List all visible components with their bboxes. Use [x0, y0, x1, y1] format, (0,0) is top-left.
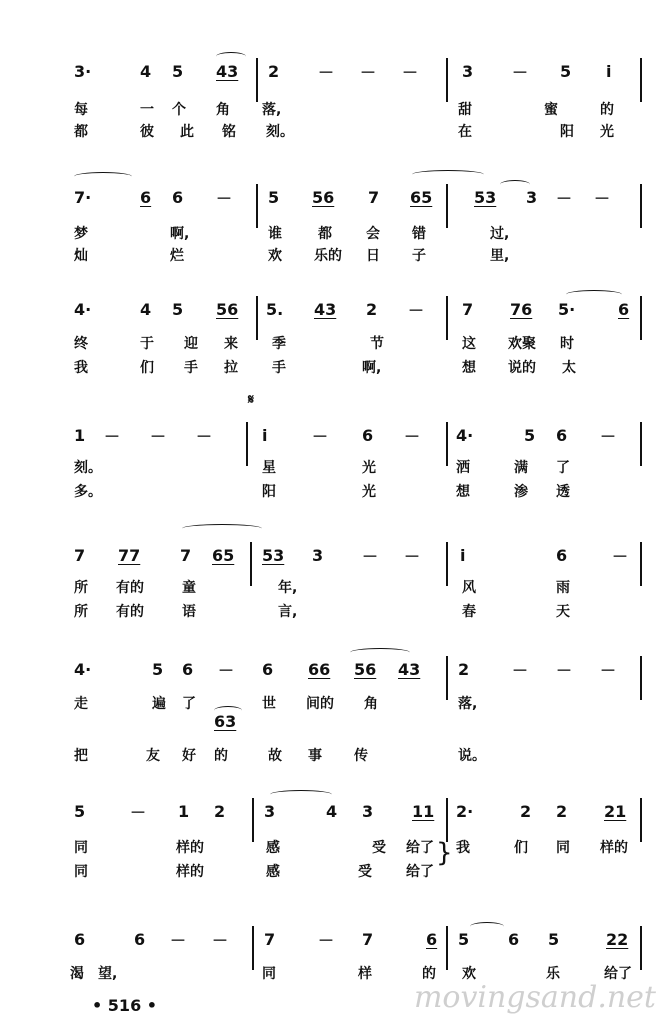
- note: 21: [604, 801, 627, 821]
- lyric: 在: [458, 124, 472, 140]
- note: 4·: [74, 299, 92, 319]
- note: 3: [362, 801, 374, 821]
- lyric: 此: [180, 124, 194, 140]
- lyrics-verse-2: [0, 858, 672, 884]
- lyric: 来: [224, 336, 238, 352]
- lyric: 的: [600, 102, 614, 118]
- lyric: 天: [556, 604, 570, 620]
- note: 7: [462, 299, 474, 319]
- note: 6: [74, 929, 86, 949]
- lyric: 铭: [222, 124, 236, 140]
- note: －: [104, 426, 121, 446]
- lyric: 春: [462, 604, 476, 620]
- note: 7: [180, 545, 192, 565]
- lyric: 节: [370, 336, 384, 352]
- lyric: 言,: [278, 604, 298, 620]
- lyric: 好: [182, 748, 196, 764]
- lyric: 受: [358, 864, 372, 880]
- lyric: 故: [268, 748, 282, 764]
- lyric: 我: [456, 840, 470, 856]
- note: 6: [618, 299, 630, 319]
- note: －: [318, 62, 335, 82]
- lyric: 每: [74, 102, 88, 118]
- note: －: [212, 930, 229, 950]
- lyric: 乐: [546, 966, 560, 982]
- lyric: 迎: [184, 336, 198, 352]
- lyric: 世: [262, 696, 276, 712]
- note: 6: [362, 425, 374, 445]
- note: 6: [134, 929, 146, 949]
- notes-row: [0, 656, 672, 682]
- note: 7: [362, 929, 374, 949]
- lyric: 太: [562, 360, 576, 376]
- lyric: 满: [514, 460, 528, 476]
- notes-row: [0, 926, 672, 952]
- lyric: 欢: [462, 966, 476, 982]
- lyrics-verse-1: [0, 574, 672, 600]
- lyrics-verse-1: [0, 454, 672, 480]
- lyric: 感: [266, 840, 280, 856]
- note: 6: [182, 659, 194, 679]
- lyric: 所: [74, 580, 88, 596]
- note: －: [600, 426, 617, 446]
- lyric: 光: [362, 460, 376, 476]
- segno-mark: 𝄋: [248, 392, 255, 408]
- note: －: [312, 426, 329, 446]
- note: i: [460, 545, 466, 565]
- note: 65: [212, 545, 235, 565]
- lyric: 雨: [556, 580, 570, 596]
- lyric: 走: [74, 696, 88, 712]
- note: －: [404, 546, 421, 566]
- note: 6: [140, 187, 152, 207]
- lyric: 给了: [604, 966, 632, 982]
- watermark: movingsand.net: [413, 980, 656, 1015]
- note: 22: [606, 929, 629, 949]
- lyric: 有的: [116, 604, 144, 620]
- note: 53: [262, 545, 285, 565]
- lyric: 落,: [458, 696, 478, 712]
- lyric: 望,: [98, 966, 118, 982]
- note: 2: [366, 299, 378, 319]
- lyric: 乐的: [314, 248, 342, 264]
- note: 77: [118, 545, 141, 565]
- note: 3·: [74, 61, 92, 81]
- lyric: 童: [182, 580, 196, 596]
- lyric: 手: [184, 360, 198, 376]
- slur-mark: [566, 290, 622, 299]
- lyric: 梦: [74, 226, 88, 242]
- lyric: 里,: [490, 248, 510, 264]
- note: 6: [556, 425, 568, 445]
- lyrics-verse-1: [0, 690, 672, 716]
- note: 3: [264, 801, 276, 821]
- lyric: 样的: [600, 840, 628, 856]
- note: －: [360, 62, 377, 82]
- note: 56: [354, 659, 377, 679]
- lyric: 们: [514, 840, 528, 856]
- lyric: 给了: [406, 840, 434, 856]
- lyric: 烂: [170, 248, 184, 264]
- lyric: 想: [456, 484, 470, 500]
- note: －: [600, 660, 617, 680]
- note: 6: [426, 929, 438, 949]
- note: 1: [178, 801, 190, 821]
- lyric: 有的: [116, 580, 144, 596]
- lyric: 说的: [508, 360, 536, 376]
- lyric: 想: [462, 360, 476, 376]
- lyric: 刻。: [74, 460, 102, 476]
- note: －: [512, 660, 529, 680]
- lyric: 了: [182, 696, 196, 712]
- lyric: 角: [216, 102, 230, 118]
- note: 76: [510, 299, 533, 319]
- lyric: 星: [262, 460, 276, 476]
- lyric: 过,: [490, 226, 510, 242]
- lyric: 子: [412, 248, 426, 264]
- slur-mark: [412, 170, 484, 179]
- lyric: 于: [140, 336, 154, 352]
- lyric: 样: [358, 966, 372, 982]
- lyric: 一: [140, 102, 154, 118]
- note: 5: [458, 929, 470, 949]
- lyric: 说。: [458, 748, 486, 764]
- note: 7: [264, 929, 276, 949]
- note: 5: [172, 61, 184, 81]
- lyric: 灿: [74, 248, 88, 264]
- page-number: • 516 •: [92, 996, 157, 1015]
- lyric: 感: [266, 864, 280, 880]
- note: 2: [268, 61, 280, 81]
- lyric: 的: [214, 748, 228, 764]
- note: －: [402, 62, 419, 82]
- lyric: 啊,: [170, 226, 190, 242]
- slur-mark: [216, 52, 246, 61]
- note: 5: [560, 61, 572, 81]
- lyric: 同: [74, 864, 88, 880]
- lyric: 所: [74, 604, 88, 620]
- lyric: 会: [366, 226, 380, 242]
- notes-row: [0, 58, 672, 84]
- lyric: 传: [354, 748, 368, 764]
- note: －: [130, 802, 147, 822]
- note: 5·: [558, 299, 576, 319]
- note: 43: [216, 61, 239, 81]
- note: 5: [152, 659, 164, 679]
- note: 65: [410, 187, 433, 207]
- lyric: 日: [366, 248, 380, 264]
- lyric: 光: [362, 484, 376, 500]
- notes-row: [0, 184, 672, 210]
- note: i: [262, 425, 268, 445]
- note: －: [318, 930, 335, 950]
- note: －: [362, 546, 379, 566]
- note: －: [170, 930, 187, 950]
- note: －: [404, 426, 421, 446]
- lyric: 遍: [152, 696, 166, 712]
- lyrics-verse-2: [0, 742, 672, 768]
- lyric: 同: [556, 840, 570, 856]
- note: 2·: [456, 801, 474, 821]
- lyric: 洒: [456, 460, 470, 476]
- lyric: 同: [74, 840, 88, 856]
- note: 56: [312, 187, 335, 207]
- note: 6: [508, 929, 520, 949]
- note: －: [196, 426, 213, 446]
- lyric: 的: [422, 966, 436, 982]
- lyric: 友: [146, 748, 160, 764]
- note: －: [150, 426, 167, 446]
- notes-row: [0, 422, 672, 448]
- slur-mark: [182, 524, 262, 533]
- note: 5: [74, 801, 86, 821]
- note: 2: [214, 801, 226, 821]
- note: －: [216, 188, 233, 208]
- lyric: 同: [262, 966, 276, 982]
- note: 43: [314, 299, 337, 319]
- lyric: 彼: [140, 124, 154, 140]
- note: 4: [326, 801, 338, 821]
- note: 43: [398, 659, 421, 679]
- lyric: 啊,: [362, 360, 382, 376]
- lyric: 样的: [176, 840, 204, 856]
- lyric: 谁: [268, 226, 282, 242]
- note-63: 63: [214, 712, 237, 731]
- note: 1: [74, 425, 86, 445]
- lyrics-verse-2: [0, 478, 672, 504]
- lyric: 欢聚: [508, 336, 536, 352]
- note: －: [408, 300, 425, 320]
- note: 53: [474, 187, 497, 207]
- lyric: 落,: [262, 102, 282, 118]
- note: 4·: [456, 425, 474, 445]
- note: －: [612, 546, 629, 566]
- lyric: 把: [74, 748, 88, 764]
- lyric: 年,: [278, 580, 298, 596]
- note: 4·: [74, 659, 92, 679]
- note: 5: [524, 425, 536, 445]
- note: i: [606, 61, 612, 81]
- lyric: 受: [372, 840, 386, 856]
- lyrics-verse-2: [0, 242, 672, 268]
- lyric: 给了: [406, 864, 434, 880]
- note: 5: [268, 187, 280, 207]
- note: 6: [172, 187, 184, 207]
- brace-mark: }: [436, 838, 453, 868]
- lyric: 渴: [70, 966, 84, 982]
- lyric: 都: [318, 226, 332, 242]
- lyric: 光: [600, 124, 614, 140]
- note: 4: [140, 61, 152, 81]
- lyric: 蜜: [544, 102, 558, 118]
- note: －: [594, 188, 611, 208]
- note: 66: [308, 659, 331, 679]
- lyrics-verse-2: [0, 598, 672, 624]
- lyric: 甜: [458, 102, 472, 118]
- note: 4: [140, 299, 152, 319]
- lyric: 这: [462, 336, 476, 352]
- lyrics-verse-2: [0, 118, 672, 144]
- lyric: 间的: [306, 696, 334, 712]
- lyrics-verse-1: [0, 834, 672, 860]
- lyric: 错: [412, 226, 426, 242]
- note: 6: [262, 659, 274, 679]
- notes-row: [0, 296, 672, 322]
- note: 7: [368, 187, 380, 207]
- note: 7: [74, 545, 86, 565]
- note: －: [556, 660, 573, 680]
- lyric: 语: [182, 604, 196, 620]
- lyric: 事: [308, 748, 322, 764]
- lyric: 刻。: [266, 124, 294, 140]
- lyric: 手: [272, 360, 286, 376]
- note: 2: [520, 801, 532, 821]
- lyric: 渗: [514, 484, 528, 500]
- note: －: [512, 62, 529, 82]
- note: 3: [312, 545, 324, 565]
- slur-mark: [74, 172, 132, 181]
- lyric: 时: [560, 336, 574, 352]
- lyric: 个: [172, 102, 186, 118]
- note: 5: [548, 929, 560, 949]
- lyric: 风: [462, 580, 476, 596]
- lyrics-verse-2: [0, 354, 672, 380]
- lyric: 阳: [560, 124, 574, 140]
- lyric: 都: [74, 124, 88, 140]
- note: 6: [556, 545, 568, 565]
- lyric: 我: [74, 360, 88, 376]
- lyric: 多。: [74, 484, 102, 500]
- lyric: 季: [272, 336, 286, 352]
- note: 5.: [266, 299, 284, 319]
- notes-row: [0, 542, 672, 568]
- note: 3: [462, 61, 474, 81]
- lyric: 了: [556, 460, 570, 476]
- lyric: 终: [74, 336, 88, 352]
- lyric: 阳: [262, 484, 276, 500]
- slur-mark: [500, 180, 530, 189]
- note: －: [556, 188, 573, 208]
- note: 56: [216, 299, 239, 319]
- note: －: [218, 660, 235, 680]
- lyric: 样的: [176, 864, 204, 880]
- note: 2: [556, 801, 568, 821]
- note: 2: [458, 659, 470, 679]
- lyric: 欢: [268, 248, 282, 264]
- note: 7·: [74, 187, 92, 207]
- lyric: 角: [364, 696, 378, 712]
- lyric: 拉: [224, 360, 238, 376]
- lyrics-verse-1: [0, 330, 672, 356]
- notes-row: [0, 798, 672, 824]
- note: 11: [412, 801, 435, 821]
- note: 3: [526, 187, 538, 207]
- lyric: 透: [556, 484, 570, 500]
- lyric: 们: [140, 360, 154, 376]
- note: 5: [172, 299, 184, 319]
